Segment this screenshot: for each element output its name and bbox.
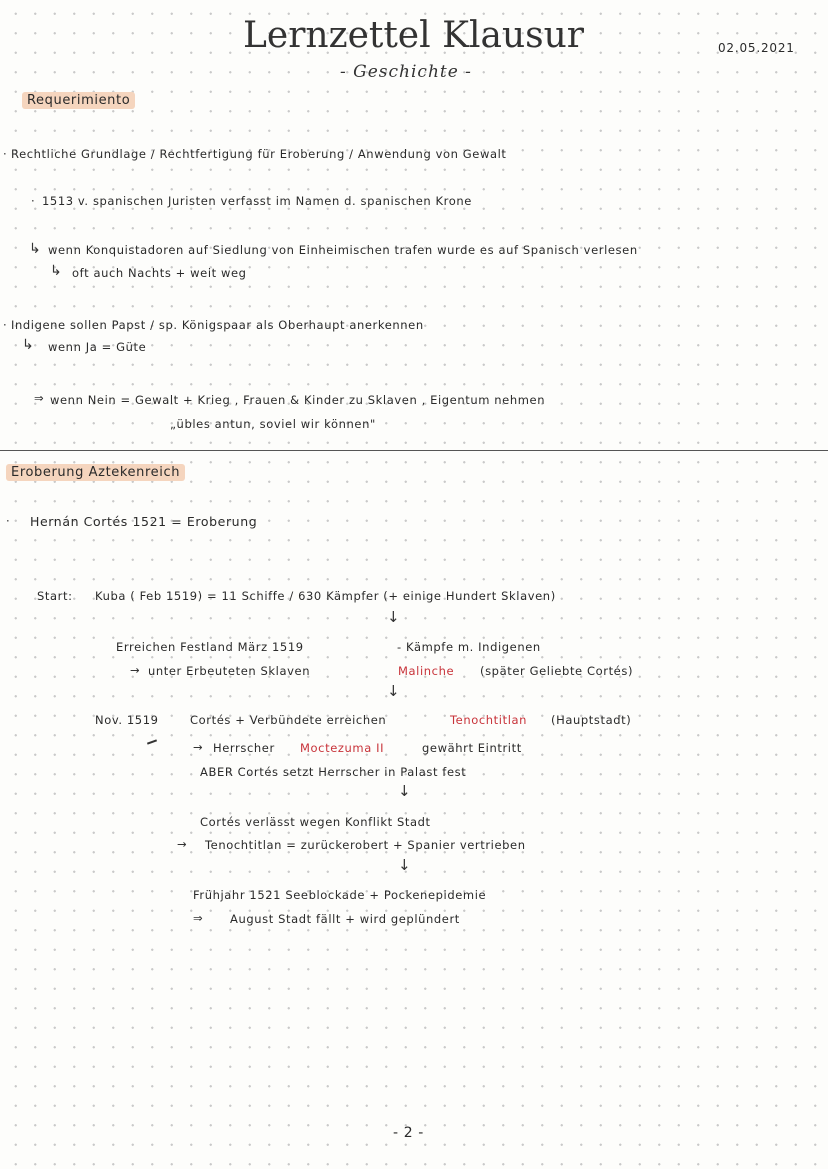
down-arrow-icon: ↓: [398, 782, 412, 800]
date: 02.05.2021: [718, 41, 795, 55]
bullet-icon: ·: [31, 194, 36, 208]
fruehjahr-line: Frühjahr 1521 Seeblockade + Pockenepidemie: [193, 888, 487, 902]
right-arrow-icon: →: [177, 837, 188, 851]
section-heading-eroberung: Eroberung Aztekenreich: [6, 464, 185, 481]
aber-line: ABER Cortés setzt Herrscher in Palast fest: [200, 765, 467, 779]
start-label: Start:: [37, 589, 73, 603]
nov-date: Nov. 1519: [95, 713, 159, 727]
req-line-8: „übles antun, soviel wir können": [170, 417, 376, 431]
moctezuma: Moctezuma II: [300, 741, 385, 755]
kaempfe: - Kämpfe m. Indigenen: [397, 640, 541, 654]
bullet-icon: ·: [3, 318, 8, 332]
section-heading-requerimiento: Requerimiento: [22, 92, 135, 109]
right-arrow-icon: →: [193, 740, 204, 754]
unter-sklaven: unter Erbeuteten Sklaven: [148, 664, 311, 678]
hauptstadt: (Hauptstadt): [551, 713, 632, 727]
req-line-1: Rechtliche Grundlage / Rechtfertigung für Eroberung / Anwendung von Gewalt: [11, 147, 507, 161]
bullet-icon: ·: [3, 147, 8, 161]
req-line-7: wenn Nein = Gewalt + Krieg , Frauen & Kinder zu Sklaven , Eigentum nehmen: [50, 393, 546, 407]
req-line-6: wenn Ja = Güte: [48, 340, 147, 354]
req-line-5: Indigene sollen Papst / sp. Königspaar als Oberhaupt anerkennen: [11, 318, 424, 332]
req-line-2: 1513 v. spanischen Juristen verfasst im Namen d. spanischen Krone: [42, 194, 472, 208]
ero-line-1: Hernán Cortés 1521 = Eroberung: [30, 514, 258, 529]
subtitle: - Geschichte -: [340, 62, 472, 82]
hook-arrow-icon: ↳: [22, 337, 35, 353]
double-arrow-icon: ⇒: [34, 391, 45, 405]
down-arrow-icon: ↓: [398, 856, 412, 874]
hook-arrow-icon: ↳: [50, 263, 63, 279]
verlaesst-line: Cortés verlässt wegen Konflikt Stadt: [200, 815, 431, 829]
page-title: Lernzettel Klausur: [243, 15, 584, 56]
section-divider: [0, 450, 828, 451]
august-line: August Stadt fällt + wird geplündert: [230, 912, 460, 926]
check-mark: [147, 739, 157, 744]
nov-text: Cortés + Verbündete erreichen: [190, 713, 387, 727]
tenochtitlan: Tenochtitlan: [450, 713, 528, 727]
double-arrow-icon: ⇒: [193, 911, 204, 925]
bullet-icon: ·: [6, 514, 11, 528]
right-arrow-icon: →: [130, 663, 141, 677]
malinche-note: (später Geliebte Cortés): [480, 664, 634, 678]
req-line-4: oft auch Nachts + weit weg: [72, 266, 247, 280]
down-arrow-icon: ↓: [387, 682, 401, 700]
tenochtitlan-line: Tenochtitlan = zurückerobert + Spanier vertrieben: [205, 838, 526, 852]
page-number: - 2 -: [393, 1125, 424, 1141]
hook-arrow-icon: ↳: [29, 241, 42, 257]
malinche: Malinche: [398, 664, 455, 678]
req-line-3: wenn Konquistadoren auf Siedlung von Einheimischen trafen wurde es auf Spanisch verlesen: [48, 243, 638, 257]
herrscher-label: Herrscher: [213, 741, 275, 755]
festland: Erreichen Festland März 1519: [116, 640, 304, 654]
herrscher-eintritt: gewährt Eintritt: [422, 741, 522, 755]
down-arrow-icon: ↓: [387, 608, 401, 626]
start-text: Kuba ( Feb 1519) = 11 Schiffe / 630 Kämpfer (+ einige Hundert Sklaven): [95, 589, 556, 603]
